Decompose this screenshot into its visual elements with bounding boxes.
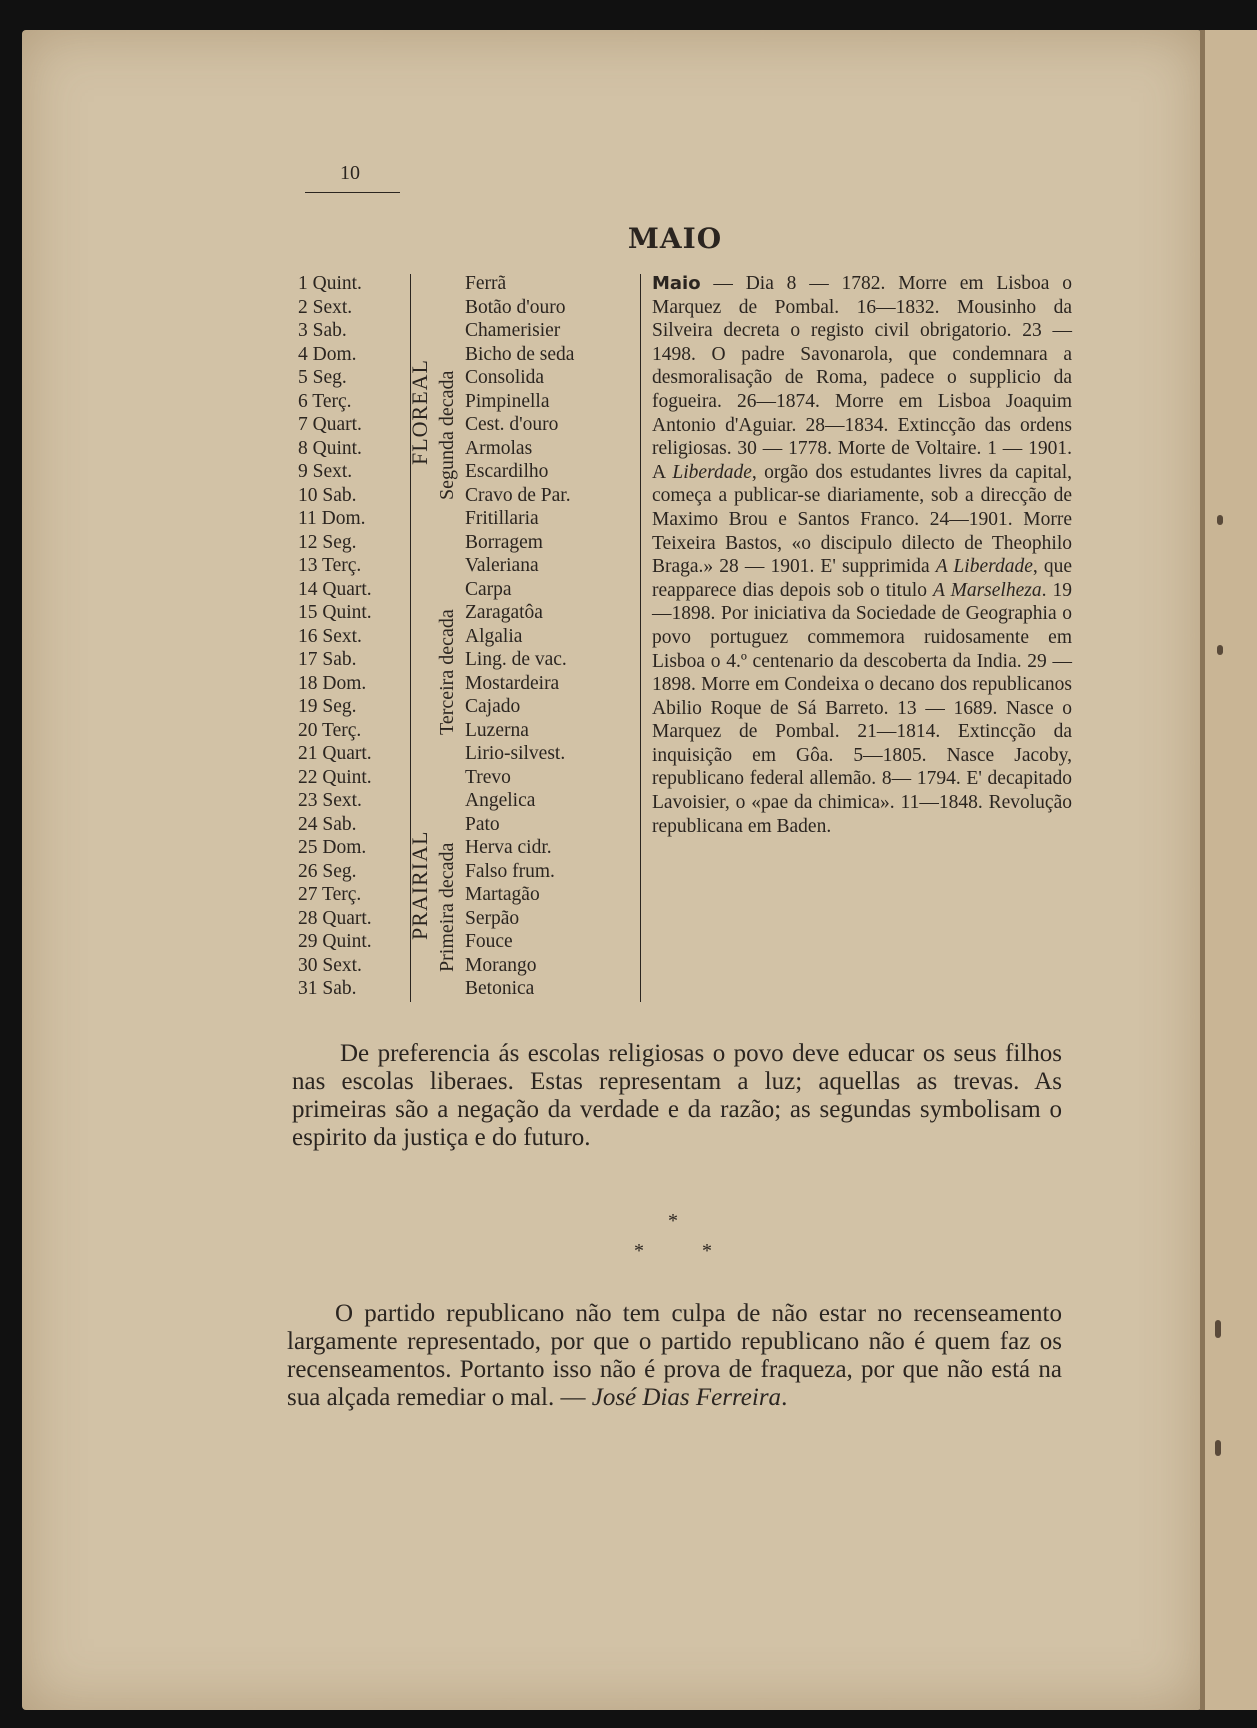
day-row: 18 Dom. <box>298 672 367 694</box>
day-row: 7 Quart. <box>298 414 362 435</box>
decade-primeira: Primeira decada <box>436 842 458 972</box>
republican-day-name: Ferrã <box>465 273 507 294</box>
republican-day-name: Lirio-silvest. <box>465 743 566 764</box>
asterism-star: * <box>702 1240 712 1262</box>
events-text: , orgão dos estudantes livres da capital, começa a publicar-se diariamente, sob a direcção de Maximo Brou e Santos Franco. 24—1901. Morre Teixeira Bastos, «o discipulo dilecto de Theophilo Braga.» 28 — 1901. E' supprimida <box>652 461 1072 578</box>
day-row: 8 Quint. <box>298 437 362 459</box>
events-lead: Maio <box>652 273 701 294</box>
quote-paragraph-1 <box>292 1040 1062 1152</box>
day-row: 6 Terç. <box>298 390 352 412</box>
republican-day-name: Falso frum. <box>465 860 555 882</box>
adjacent-page-edge <box>1205 30 1257 1710</box>
republican-day-name: Zaragatôa <box>465 602 543 623</box>
newspaper-title: Liberdade <box>672 461 752 483</box>
events-text: , que reapparece dias depois sob o titulo <box>652 556 1072 601</box>
day-row: 21 Quart. <box>298 743 372 764</box>
republican-day-name: Fouce <box>465 931 513 952</box>
day-row: 16 Sext. <box>298 625 362 647</box>
republican-day-name: Luzerna <box>465 719 529 741</box>
asterism-star: * <box>634 1240 644 1262</box>
day-row: 22 Quint. <box>298 766 372 788</box>
day-row: 15 Quint. <box>298 602 372 623</box>
day-row: 17 Sab. <box>298 649 357 670</box>
republican-day-name: Betonica <box>465 978 535 999</box>
newspaper-title: A Liberdade <box>935 556 1033 578</box>
page-number-rule <box>305 192 400 193</box>
republican-day-name: Serpão <box>465 907 520 929</box>
day-row: 20 Terç. <box>298 719 362 741</box>
newspaper-title: A Marselheza <box>933 579 1042 601</box>
republican-day-name: Herva cidr. <box>465 837 552 858</box>
asterism-star: * <box>668 1210 678 1232</box>
decade-segunda: Segunda decada <box>436 370 458 500</box>
ink-speck <box>1215 1440 1221 1456</box>
quote-text: De preferencia ás escolas religiosas o povo deve educar os seus filhos nas escolas liberaes. Estas representam a luz; aquellas as trevas. As primeiras são a negação da verdade e da razão; as segundas symbolisam o espirito da justiça e do futuro. <box>292 1040 1062 1151</box>
republican-day-name: Angelica <box>465 790 536 811</box>
day-row: 24 Sab. <box>298 813 357 835</box>
republican-day-name: Cravo de Par. <box>465 484 571 506</box>
republican-month-prairial: PRAIRIAL <box>407 830 432 940</box>
day-row: 27 Terç. <box>298 884 362 905</box>
republican-day-name: Pimpinella <box>465 390 550 412</box>
day-row: 2 Sext. <box>298 296 353 318</box>
day-row: 4 Dom. <box>298 343 357 365</box>
day-row: 25 Dom. <box>298 837 367 858</box>
day-row: 5 Seg. <box>298 367 347 388</box>
republican-day-name: Cajado <box>465 696 521 717</box>
republican-day-name: Mostardeira <box>465 672 560 694</box>
republican-day-name: Carpa <box>465 578 512 600</box>
ink-speck <box>1217 645 1223 655</box>
republican-day-name: Consolida <box>465 367 545 388</box>
day-row: 28 Quart. <box>298 907 372 929</box>
republican-day-name: Bicho de seda <box>465 343 575 365</box>
republican-day-name: Morango <box>465 954 537 976</box>
quote-text: O partido republicano não tem culpa de não estar no recenseamento largamente representado, por que o partido republicano não é quem faz os recenseamentos. Portanto isso não é prova de fraqueza, por que não está na sua alçada remediar o mal. — <box>287 1300 1062 1411</box>
republican-day-name: Escardilho <box>465 461 549 482</box>
republican-day-name: Trevo <box>465 766 511 788</box>
ink-speck <box>1215 1320 1221 1338</box>
day-row: 30 Sext. <box>298 954 362 976</box>
day-row: 1 Quint. <box>298 273 362 294</box>
day-row: 14 Quart. <box>298 578 372 600</box>
events-paragraph <box>652 272 1072 838</box>
quote-paragraph-2 <box>287 1300 1062 1412</box>
republican-day-name: Valeriana <box>465 555 539 576</box>
republican-day-name: Botão d'ouro <box>465 296 566 318</box>
republican-day-name: Algalia <box>465 625 523 647</box>
ink-speck <box>1217 515 1223 525</box>
page-number: 10 <box>340 162 360 184</box>
day-row: 12 Seg. <box>298 531 357 553</box>
day-row: 31 Sab. <box>298 978 357 999</box>
day-row: 19 Seg. <box>298 696 357 717</box>
day-row: 11 Dom. <box>298 508 366 529</box>
column-divider <box>640 274 641 1002</box>
republican-day-name: Ling. de vac. <box>465 649 567 670</box>
day-row: 10 Sab. <box>298 484 357 506</box>
republican-day-name: Armolas <box>465 437 533 459</box>
republican-day-name: Martagão <box>465 884 540 905</box>
events-text: — Dia 8 — 1782. Morre em Lisboa o Marquez de Pombal. 16—1832. Mousinho da Silveira decreta o registo civil obrigatorio. 23 — 1498. O padre Savonarola, que condemnara a desmoralisação de Roma, padece o supplicio da fogueira. 26—1874. Morre em Lisboa Joaquim Antonio d'Aguiar. 28—1834. Extincção das ordens religiosas. 30 — 1778. Morte de Voltaire. 1 — 1901. A <box>652 273 1072 483</box>
day-row: 9 Sext. <box>298 461 353 482</box>
republican-month-floreal: FLOREAL <box>407 359 432 465</box>
month-title: MAIO <box>627 222 723 255</box>
quote-end: . <box>781 1384 788 1411</box>
republican-day-name: Pato <box>465 813 500 835</box>
republican-day-name: Cest. d'ouro <box>465 414 559 435</box>
day-row: 13 Terç. <box>298 555 362 576</box>
day-row: 23 Sext. <box>298 790 362 811</box>
republican-day-name: Borragem <box>465 531 543 553</box>
days-column <box>298 272 408 1001</box>
republican-day-name: Fritillaria <box>465 508 539 529</box>
events-text: . 19—1898. Por iniciativa da Sociedade de Geographia o povo portuguez commemora ruidosamente em Lisboa o 4.º centenario da descoberta da India. 29 —1898. Morre em Condeixa o decano dos republicanos Abilio Roque de Sá Barreto. 13 — 1689. Nasce o Marquez de Pombal. 21—1814. Extincção da inquisição em Gôa. 5—1805. Nasce Jacoby, republicano federal allemão. 8— 1794. E' decapitado Lavoisier, o «pae da chimica». 11—1848. Revolução republicana em Baden. <box>652 579 1073 837</box>
republican-names-column <box>465 272 635 1001</box>
decade-terceira: Terceira decada <box>436 609 458 735</box>
quote-author: José Dias Ferreira <box>591 1384 782 1411</box>
day-row: 29 Quint. <box>298 931 372 952</box>
republican-day-name: Chamerisier <box>465 320 561 341</box>
day-row: 3 Sab. <box>298 320 347 341</box>
day-row: 26 Seg. <box>298 860 357 882</box>
